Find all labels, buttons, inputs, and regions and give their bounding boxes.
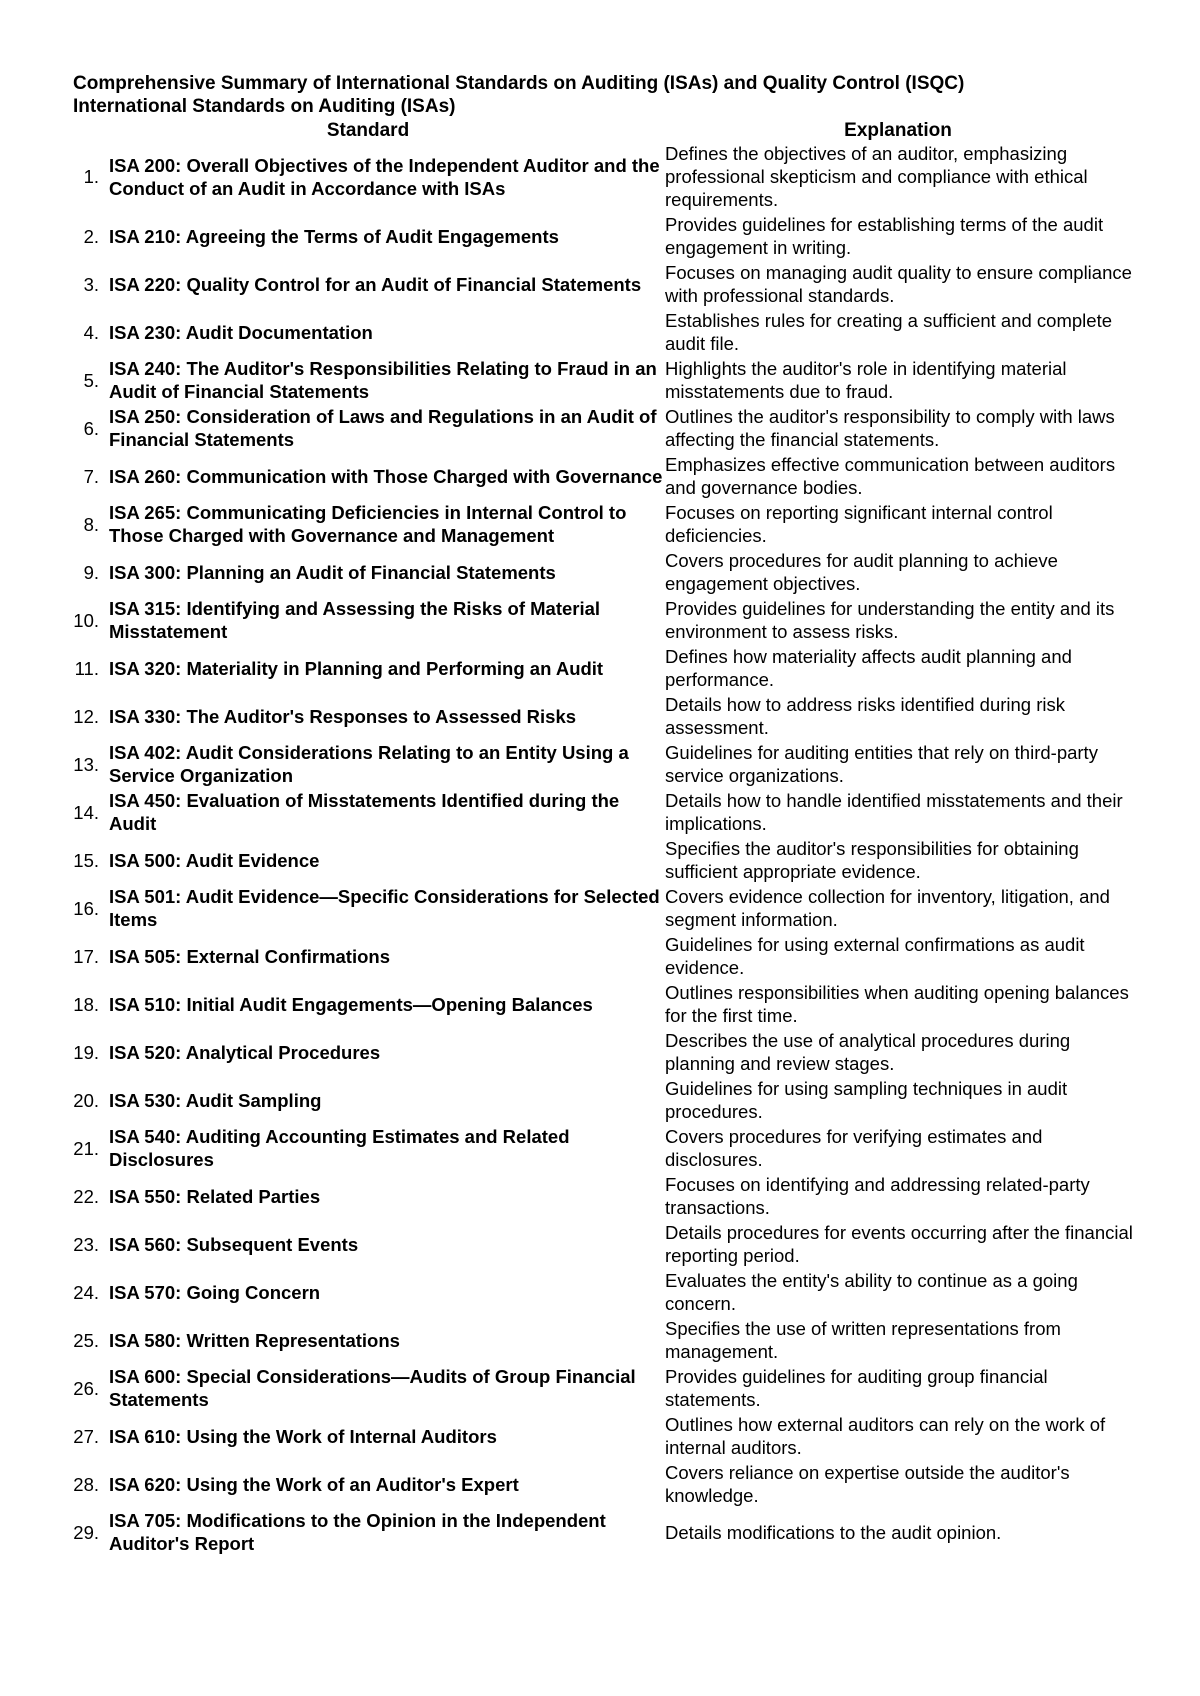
- standard-explanation: Provides guidelines for auditing group financial statements.: [665, 1366, 1048, 1410]
- standard-explanation: Highlights the auditor's role in identifying material misstatements due to fraud.: [665, 358, 1067, 402]
- row-number: 18.: [73, 993, 99, 1015]
- standard-explanation: Details how to handle identified misstatements and their implications.: [665, 790, 1123, 834]
- standard-name: ISA 210: Agreeing the Terms of Audit Engagements: [109, 225, 559, 247]
- row-number: 26.: [73, 1377, 99, 1399]
- row-number: 12.: [73, 705, 99, 727]
- standard-explanation: Outlines how external auditors can rely on the work of internal auditors.: [665, 1414, 1106, 1458]
- table-row: [73, 1173, 1133, 1221]
- table-row: [73, 357, 1133, 405]
- row-number: 1.: [83, 166, 99, 187]
- standard-explanation: Covers procedures for verifying estimates and disclosures.: [665, 1126, 1043, 1170]
- standard-explanation: Emphasizes effective communication between auditors and governance bodies.: [665, 454, 1116, 498]
- table-row: [73, 213, 1133, 261]
- table-row: [73, 789, 1133, 837]
- standard-explanation: Covers evidence collection for inventory, litigation, and segment information.: [665, 886, 1110, 930]
- standard-name: ISA 580: Written Representations: [109, 1329, 400, 1351]
- standard-name: ISA 520: Analytical Procedures: [109, 1041, 381, 1063]
- standard-name: ISA 250: Consideration of Laws and Regulations in an Audit of Financial Statements: [109, 406, 657, 450]
- standard-explanation: Focuses on identifying and addressing related-party transactions.: [665, 1174, 1090, 1218]
- row-number: 17.: [73, 945, 99, 967]
- row-number: 3.: [83, 273, 99, 295]
- table-row: [73, 1317, 1133, 1365]
- standard-name: ISA 501: Audit Evidence—Specific Considerations for Selected Items: [109, 886, 660, 930]
- standard-name: ISA 540: Auditing Accounting Estimates and Related Disclosures: [109, 1126, 570, 1170]
- table-body: [73, 142, 1133, 1557]
- standard-explanation: Focuses on reporting significant internal control deficiencies.: [665, 502, 1053, 546]
- table-row: [73, 837, 1133, 885]
- row-number: 14.: [73, 801, 99, 823]
- standard-name: ISA 300: Planning an Audit of Financial Statements: [109, 561, 556, 583]
- row-number: 24.: [73, 1281, 99, 1303]
- standard-name: ISA 610: Using the Work of Internal Auditors: [109, 1425, 497, 1447]
- table-row: [73, 1029, 1133, 1077]
- standard-explanation: Outlines responsibilities when auditing opening balances for the first time.: [665, 982, 1129, 1026]
- standard-explanation: Guidelines for using external confirmations as audit evidence.: [665, 934, 1085, 978]
- row-number: 15.: [73, 849, 99, 871]
- standard-name: ISA 600: Special Considerations—Audits of Group Financial Statements: [109, 1366, 636, 1410]
- standard-name: ISA 230: Audit Documentation: [109, 321, 373, 343]
- standard-name: ISA 320: Materiality in Planning and Performing an Audit: [109, 657, 604, 679]
- standard-name: ISA 200: Overall Objectives of the Independent Auditor and the Conduct of an Audit in Accordance with ISAs: [109, 154, 660, 199]
- standard-explanation: Specifies the use of written representations from management.: [665, 1318, 1061, 1362]
- standard-name: ISA 260: Communication with Those Charged with Governance: [109, 465, 663, 487]
- isa-table: [73, 120, 1133, 1557]
- row-number: 23.: [73, 1233, 99, 1255]
- standard-name: ISA 705: Modifications to the Opinion in the Independent Auditor's Report: [109, 1510, 606, 1554]
- table-row: [73, 1125, 1133, 1173]
- row-number: 11.: [74, 657, 99, 679]
- standard-name: ISA 505: External Confirmations: [109, 945, 390, 967]
- section-heading: International Standards on Auditing (ISAs): [73, 96, 456, 117]
- table-row: [73, 1269, 1133, 1317]
- standard-name: ISA 570: Going Concern: [109, 1281, 321, 1303]
- table-row: [73, 142, 1133, 213]
- table-row: [73, 453, 1133, 501]
- standard-explanation: Evaluates the entity's ability to continue as a going concern.: [665, 1270, 1078, 1314]
- row-number: 19.: [73, 1041, 99, 1063]
- table-row: [73, 261, 1133, 309]
- table-row: [73, 885, 1133, 933]
- table-row: [73, 1077, 1133, 1125]
- standard-explanation: Defines the objectives of an auditor, emphasizing professional skepticism and compliance with ethical requirements.: [665, 143, 1088, 210]
- table-row: [73, 741, 1133, 789]
- standard-name: ISA 240: The Auditor's Responsibilities Relating to Fraud in an Audit of Financial Statements: [109, 358, 657, 402]
- standard-explanation: Provides guidelines for establishing terms of the audit engagement in writing.: [665, 214, 1104, 258]
- standard-explanation: Covers procedures for audit planning to achieve engagement objectives.: [665, 550, 1058, 594]
- row-number: 25.: [73, 1329, 99, 1351]
- standard-explanation: Specifies the auditor's responsibilities for obtaining sufficient appropriate evidence.: [665, 838, 1079, 882]
- row-number: 8.: [83, 513, 99, 535]
- header-explanation: Explanation: [844, 120, 952, 141]
- standard-explanation: Guidelines for auditing entities that rely on third-party service organizations.: [665, 742, 1098, 786]
- standard-explanation: Establishes rules for creating a sufficient and complete audit file.: [665, 310, 1112, 354]
- table-row: [73, 405, 1133, 453]
- standard-explanation: Describes the use of analytical procedures during planning and review stages.: [665, 1030, 1071, 1074]
- row-number: 5.: [83, 369, 99, 391]
- standard-name: ISA 315: Identifying and Assessing the Risks of Material Misstatement: [109, 598, 601, 642]
- standard-name: ISA 220: Quality Control for an Audit of Financial Statements: [109, 273, 642, 295]
- row-number: 4.: [83, 321, 99, 343]
- standard-name: ISA 450: Evaluation of Misstatements Identified during the Audit: [109, 790, 620, 834]
- standard-name: ISA 402: Audit Considerations Relating to an Entity Using a Service Organization: [109, 742, 629, 786]
- standard-explanation: Details modifications to the audit opinion.: [665, 1521, 1002, 1543]
- row-number: 29.: [73, 1521, 99, 1543]
- row-number: 28.: [73, 1473, 99, 1495]
- table-row: [73, 549, 1133, 597]
- table-row: [73, 1509, 1133, 1557]
- table-row: [73, 1365, 1133, 1413]
- standard-explanation: Details how to address risks identified during risk assessment.: [665, 694, 1065, 738]
- standard-explanation: Guidelines for using sampling techniques in audit procedures.: [665, 1078, 1068, 1122]
- row-number: 13.: [73, 753, 99, 775]
- table-row: [73, 1413, 1133, 1461]
- standard-name: ISA 560: Subsequent Events: [109, 1233, 359, 1255]
- document-title: Comprehensive Summary of International Standards on Auditing (ISAs) and Quality Control (ISQC): [73, 73, 965, 94]
- table-row: [73, 309, 1133, 357]
- table-row: [73, 693, 1133, 741]
- header-standard: Standard: [326, 120, 410, 141]
- row-number: 27.: [73, 1425, 99, 1447]
- table-row: [73, 501, 1133, 549]
- table-row: [73, 597, 1133, 645]
- table-row: [73, 981, 1133, 1029]
- standard-name: ISA 620: Using the Work of an Auditor's Expert: [109, 1473, 519, 1495]
- row-number: 9.: [83, 561, 99, 583]
- row-number: 20.: [73, 1089, 99, 1111]
- standard-explanation: Defines how materiality affects audit planning and performance.: [665, 646, 1072, 690]
- standard-explanation: Details procedures for events occurring after the financial reporting period.: [665, 1222, 1133, 1266]
- document-page: [73, 72, 1133, 1557]
- table-row: [73, 1461, 1133, 1509]
- row-number: 2.: [83, 225, 99, 247]
- table-row: [73, 1221, 1133, 1269]
- standard-name: ISA 500: Audit Evidence: [109, 849, 320, 871]
- standard-name: ISA 510: Initial Audit Engagements—Opening Balances: [109, 993, 593, 1015]
- standard-explanation: Outlines the auditor's responsibility to comply with laws affecting the financial statements.: [665, 406, 1115, 450]
- row-number: 21.: [73, 1137, 99, 1159]
- standard-name: ISA 550: Related Parties: [109, 1185, 321, 1207]
- row-number: 7.: [83, 465, 99, 487]
- row-number: 22.: [73, 1185, 99, 1207]
- table-row: [73, 645, 1133, 693]
- standard-explanation: Provides guidelines for understanding the entity and its environment to assess risks.: [665, 598, 1115, 642]
- table-row: [73, 933, 1133, 981]
- row-number: 6.: [83, 417, 99, 439]
- standard-name: ISA 265: Communicating Deficiencies in Internal Control to Those Charged with Governance and Management: [109, 502, 627, 546]
- standard-explanation: Covers reliance on expertise outside the auditor's knowledge.: [665, 1462, 1070, 1506]
- standard-name: ISA 530: Audit Sampling: [109, 1089, 322, 1111]
- standard-explanation: Focuses on managing audit quality to ensure compliance with professional standards.: [665, 262, 1132, 306]
- row-number: 16.: [73, 897, 99, 919]
- table-header-row: [73, 120, 1133, 142]
- standard-name: ISA 330: The Auditor's Responses to Assessed Risks: [109, 705, 577, 727]
- row-number: 10.: [73, 609, 99, 631]
